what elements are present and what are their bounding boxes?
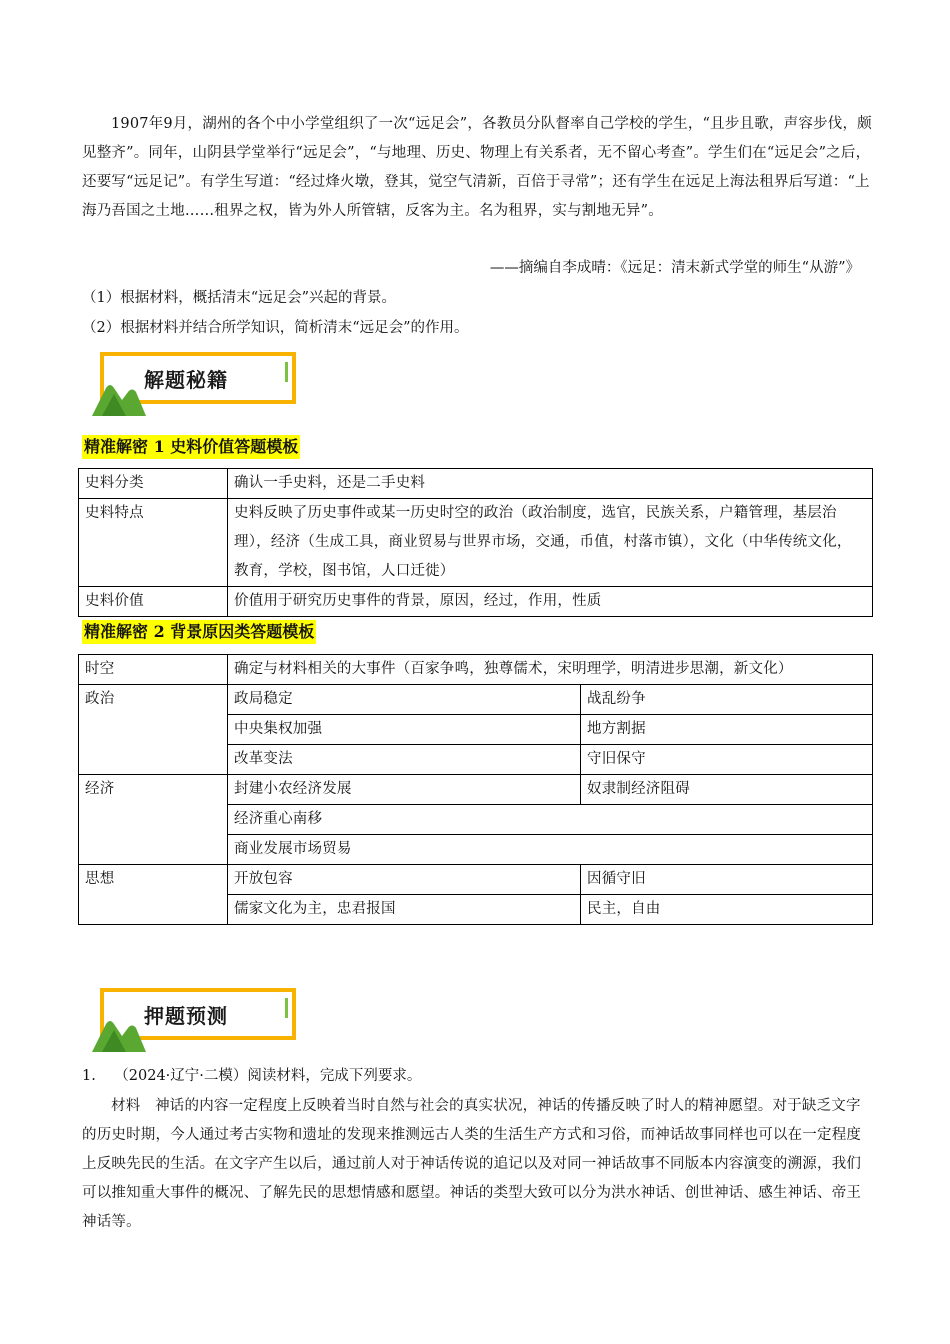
mountain-icon — [92, 374, 146, 416]
intro-text: 1907年9月，湖州的各个中小学堂组织了一次“远足会”，各教员分队督率自己学校的学生，“且步且歌，声容步伐，颇见整齐”。同年，山阴县学堂举行“远足会”，“与地理、历史、物理上有关系者，无不留心考查”。学生们在“远足会”之后，还要写“远足记”。有学生写道：“经过烽火墩，登其，觉空气清新，百倍于寻常”；还有学生在远足上海法租界后写道：“上海乃吾国之土地……租界之权，皆为外人所管辖，反客为主。名为租界，实与割地无异”。 — [82, 116, 872, 219]
badge-title: 解题秘籍 — [144, 368, 228, 392]
cell: 奴隶制经济阻碍 — [581, 775, 873, 805]
row-label: 思想 — [79, 865, 228, 925]
section-badge-jieti — [92, 352, 302, 416]
row-label: 经济 — [79, 775, 228, 865]
question-stem-text: （2024·辽宁·二模）阅读材料，完成下列要求。 — [114, 1068, 422, 1084]
row-label: 史料价值 — [79, 587, 228, 617]
badge-accent — [285, 362, 288, 382]
table-row — [79, 499, 873, 587]
row-label: 史料特点 — [79, 499, 228, 587]
badge-title: 押题预测 — [144, 1004, 228, 1028]
question-stem — [82, 1062, 421, 1090]
cell: 改革变法 — [228, 745, 581, 775]
table-row — [79, 775, 873, 805]
template-table-2 — [78, 654, 873, 925]
table-row — [79, 865, 873, 895]
source-citation: ——摘编自李成晴：《远足：清末新式学堂的师生“从游”》 — [489, 260, 860, 276]
cell: 儒家文化为主，忠君报国 — [228, 895, 581, 925]
cell: 战乱纷争 — [581, 685, 873, 715]
table-row — [79, 587, 873, 617]
cell: 经济重心南移 — [228, 805, 873, 835]
mountain-icon — [92, 1010, 146, 1052]
row-content: 确定与材料相关的大事件（百家争鸣，独尊儒术，宋明理学，明清进步思潮，新文化） — [228, 655, 873, 685]
question-2: （2）根据材料并结合所学知识，简析清末“远足会”的作用。 — [82, 320, 469, 336]
cell: 地方割据 — [581, 715, 873, 745]
row-label: 政治 — [79, 685, 228, 775]
row-content: 确认一手史料，还是二手史料 — [228, 469, 873, 499]
cell: 商业发展市场贸易 — [228, 835, 873, 865]
cell: 中央集权加强 — [228, 715, 581, 745]
section2-heading: 精准解密 2 背景原因类答题模板 — [82, 620, 316, 644]
cell: 开放包容 — [228, 865, 581, 895]
badge-accent — [285, 998, 288, 1018]
cell: 因循守旧 — [581, 865, 873, 895]
question-number: 1. — [82, 1068, 96, 1084]
section1-heading: 精准解密 1 史料价值答题模板 — [82, 435, 300, 459]
cell: 民主，自由 — [581, 895, 873, 925]
cell: 政局稳定 — [228, 685, 581, 715]
table-row — [79, 685, 873, 715]
row-content: 史料反映了历史事件或某一历史时空的政治（政治制度，选官，民族关系，户籍管理，基层治理），经济（生成工具，商业贸易与世界市场，交通，币值，村落市镇），文化（中华传统文化，教育，学校，图书馆，人口迁徙） — [228, 499, 873, 587]
template-table-1 — [78, 468, 873, 617]
row-label: 时空 — [79, 655, 228, 685]
table-row — [79, 655, 873, 685]
row-label: 史料分类 — [79, 469, 228, 499]
material-text: 材料 神话的内容一定程度上反映着当时自然与社会的真实状况，神话的传播反映了时人的精神愿望。对于缺乏文字的历史时期，今人通过考古实物和遗址的发现来推测远古人类的生活生产方式和习俗，而神话故事同样也可以在一定程度上反映先民的生活。在文字产生以后，通过前人对于神话传说的追记以及对同一神话故事不同版本内容演变的溯源，我们可以推知重大事件的概况、了解先民的思想情感和愿望。神话的类型大致可以分为洪水神话、创世神话、感生神话、帝王神话等。 — [82, 1098, 862, 1230]
material-passage — [82, 1092, 872, 1237]
section-badge-yati — [92, 988, 302, 1052]
cell: 守旧保守 — [581, 745, 873, 775]
question-1: （1）根据材料，概括清末“远足会”兴起的背景。 — [82, 290, 397, 306]
table-row — [79, 469, 873, 499]
row-content: 价值用于研究历史事件的背景，原因，经过，作用，性质 — [228, 587, 873, 617]
cell: 封建小农经济发展 — [228, 775, 581, 805]
intro-passage — [82, 110, 872, 226]
